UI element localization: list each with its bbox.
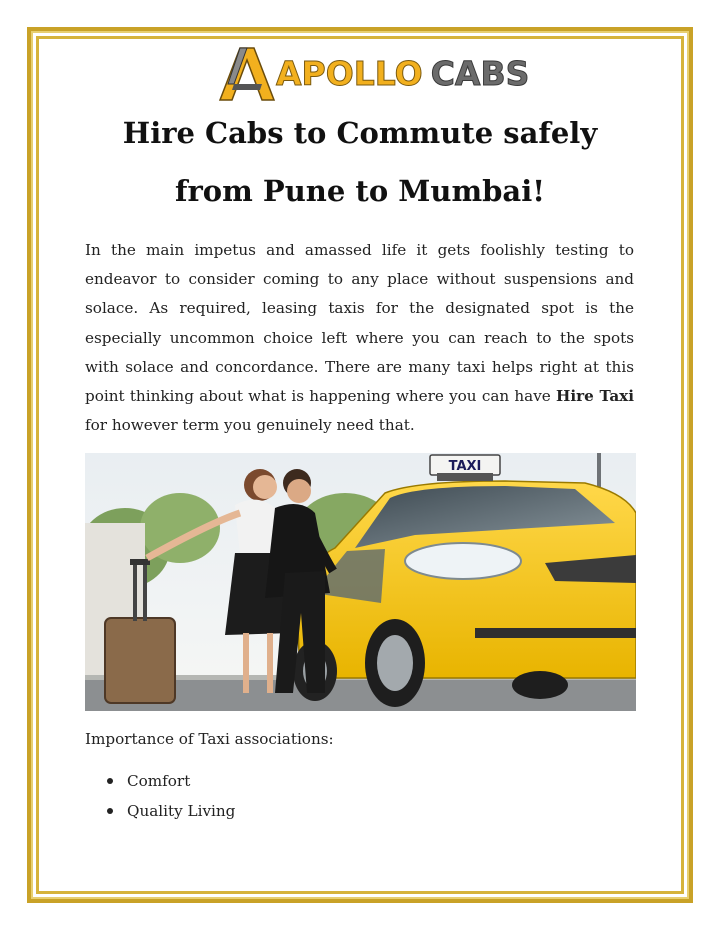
taxi-sign-text: TAXI xyxy=(448,459,482,474)
intro-text: In the main impetus and amassed life it gets foolishly testing to endeavor to consider coming to any place without suspensions and solace. As required, leasing taxis for the designated spot is the especially uncommon choice left where you can reach to the spots with solace and concordance. There are many taxi helps right at this point thinking about what is happening where you can have xyxy=(85,241,634,406)
page-title-line-2: from Pune to Mumbai! xyxy=(175,174,545,208)
intro-text-end: for however term you genuinely need that. xyxy=(85,416,415,435)
apollo-cabs-logo xyxy=(216,44,530,104)
importance-list xyxy=(105,766,235,826)
logo-wordmark xyxy=(276,54,529,93)
list-item-label: Quality Living xyxy=(127,802,236,820)
logo-word-apollo: APOLLO xyxy=(276,54,423,93)
intro-paragraph xyxy=(85,236,634,440)
page-title-line-1: Hire Cabs to Commute safely xyxy=(122,116,598,150)
logo-word-cabs: CABS xyxy=(430,54,530,93)
list-item xyxy=(105,766,235,796)
list-item xyxy=(105,796,235,826)
bullet-icon xyxy=(107,808,113,814)
importance-heading: Importance of Taxi associations: xyxy=(85,730,334,748)
bullet-icon xyxy=(107,778,113,784)
taxi-photo xyxy=(85,453,636,711)
taxi-photo-illustration xyxy=(85,453,636,711)
hire-taxi-link[interactable]: Hire Taxi xyxy=(556,387,635,406)
list-item-label: Comfort xyxy=(127,772,191,790)
logo-a-icon xyxy=(216,44,278,104)
